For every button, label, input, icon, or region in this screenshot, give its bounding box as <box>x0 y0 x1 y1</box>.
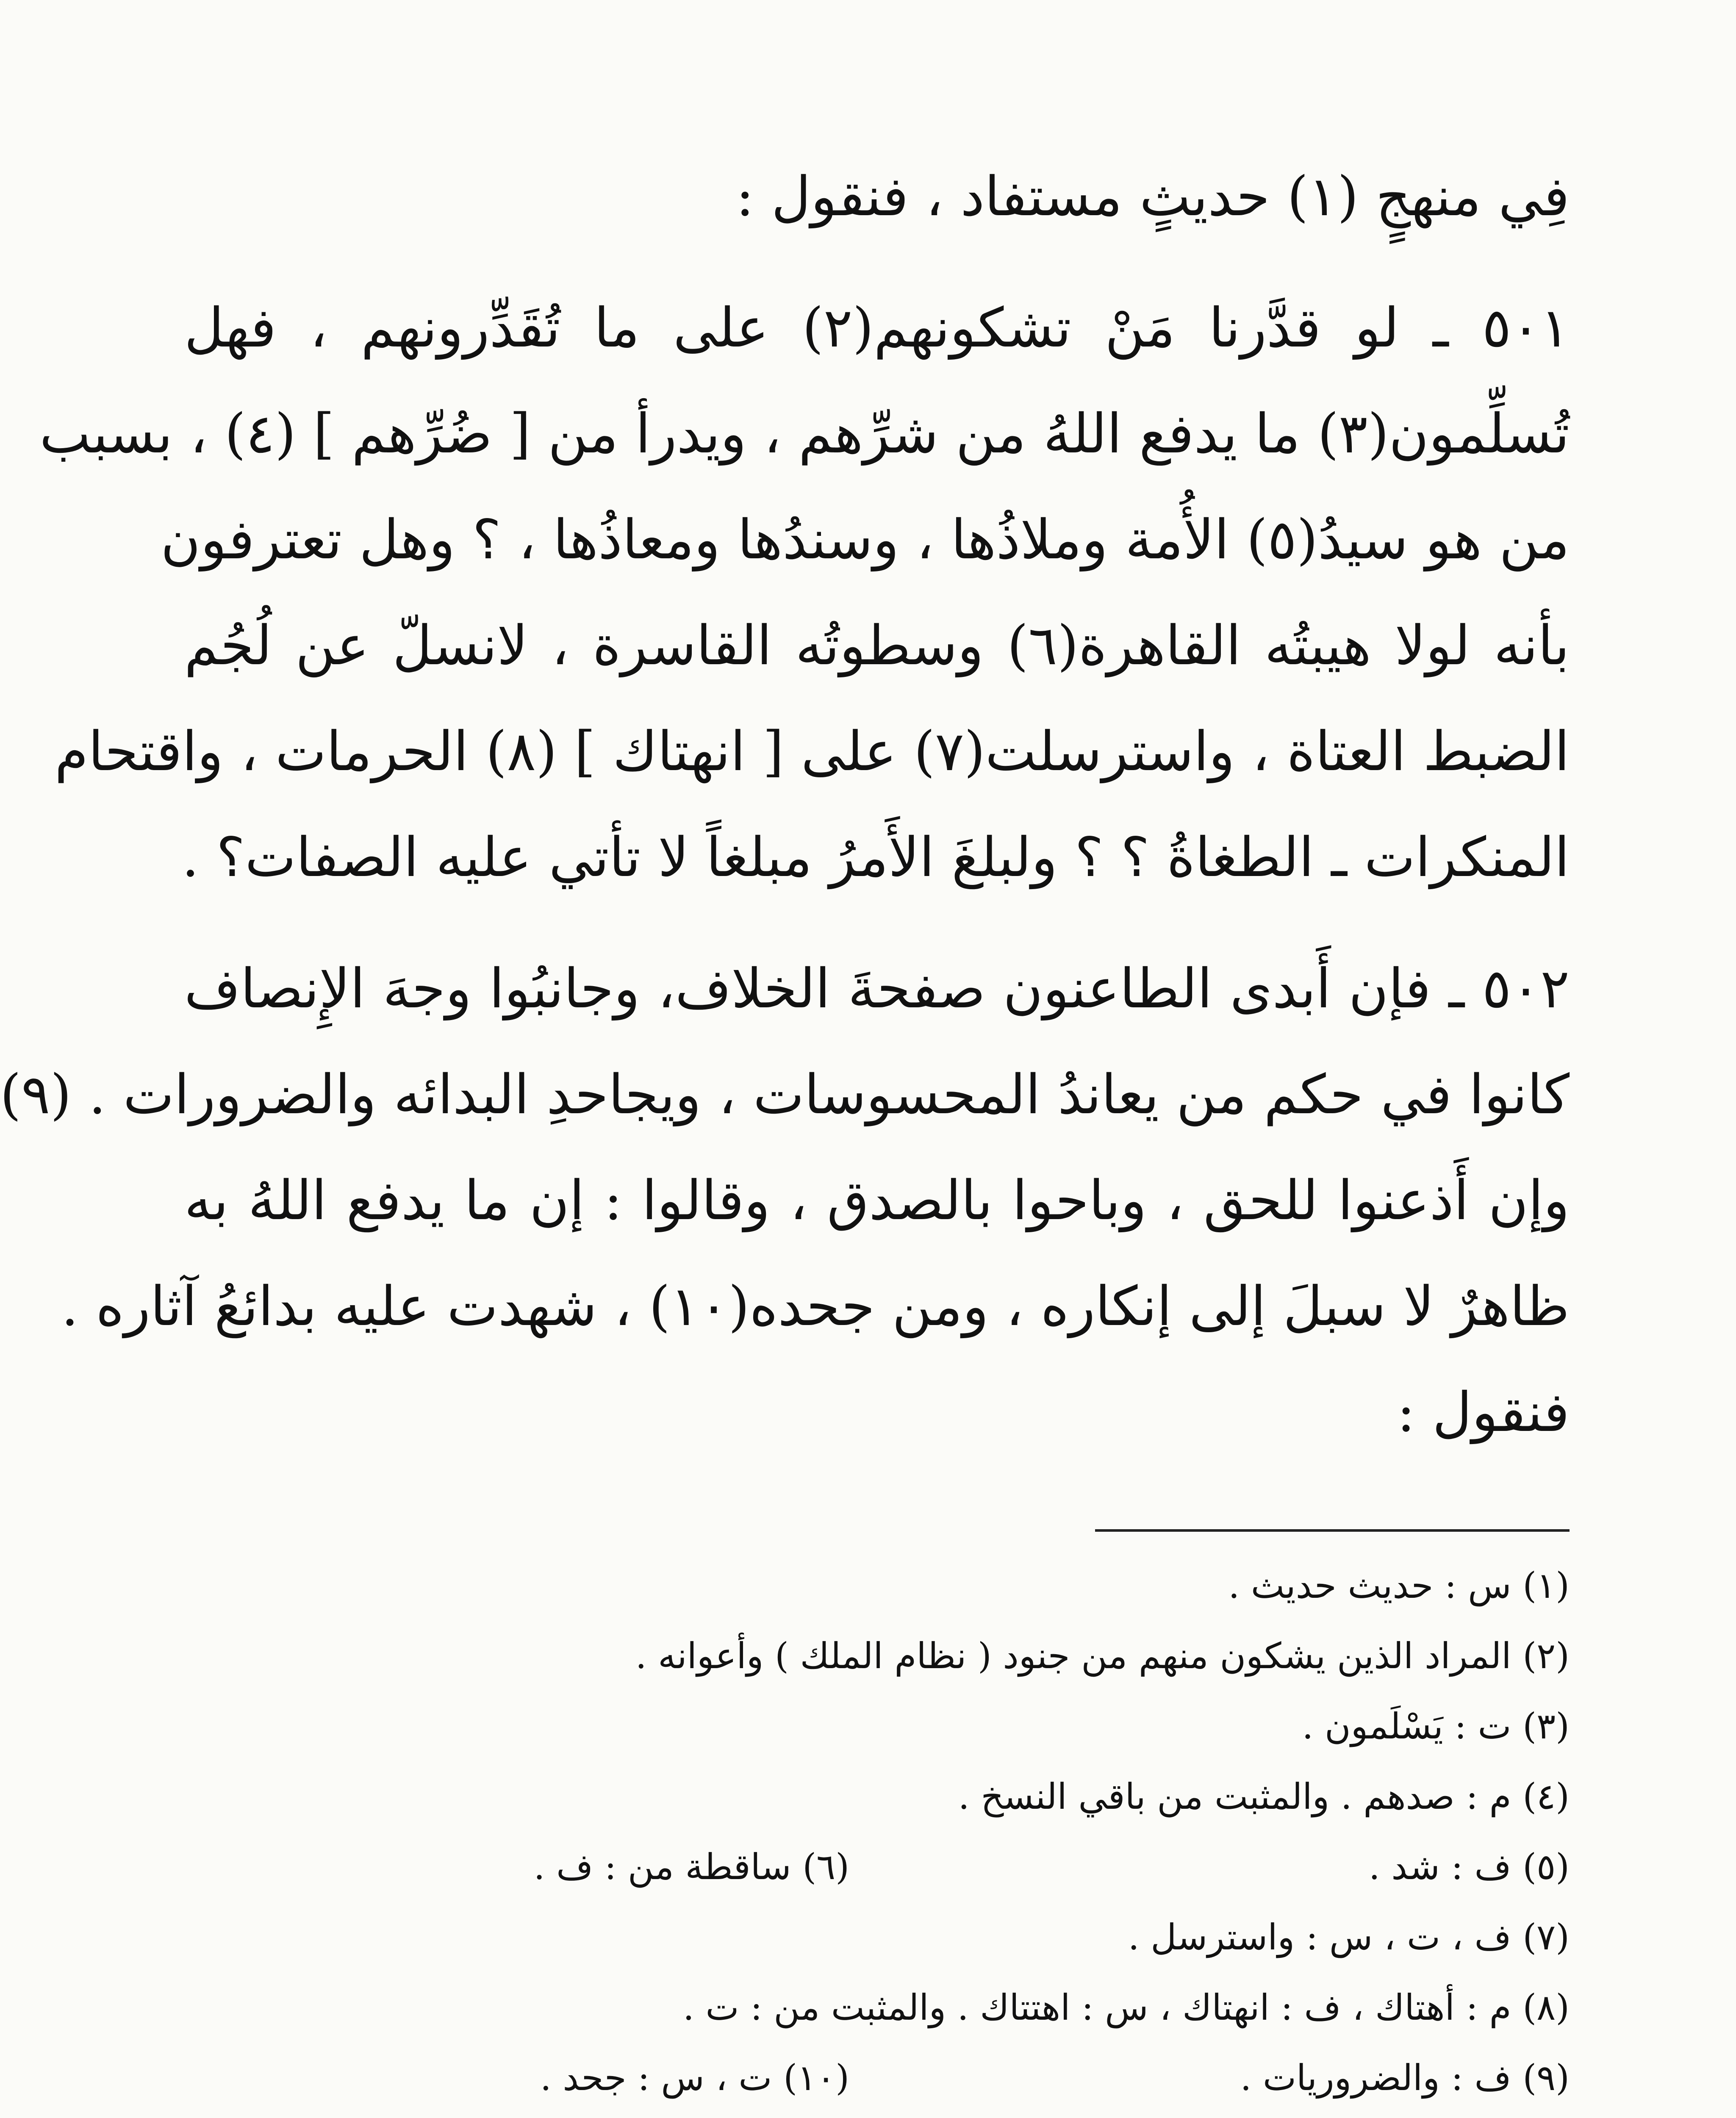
text-line: وإن أَذعنوا للحق ، وباحوا بالصدق ، وقالوا : إن ما يدفع اللهُ به <box>184 1169 1570 1232</box>
text-line: ٥٠١ ـ لو قدَّرنا مَنْ تشكونهم(٢) على ما تُقَدِّرونهم ، فهل <box>184 297 1570 360</box>
footnote: (٧) ف ، ت ، س : واسترسل . <box>1128 1916 1570 1958</box>
footnote: (٨) م : أهتاك ، ف : انهتاك ، س : اهتتاك . والمثبت من : ت . <box>683 1987 1570 2028</box>
text-line: فنقول : <box>1397 1381 1570 1444</box>
paragraph-gap <box>184 250 1570 275</box>
main-text <box>0 144 1570 1466</box>
text-line: بأنه لولا هيبتُه القاهرة(٦) وسطوتُه القاسرة ، لانسلّ عن لُجُم <box>184 614 1570 677</box>
footnote: (٢) المراد الذين يشكون منهم من جنود ( نظام الملك ) وأعوانه . <box>635 1635 1570 1677</box>
text-line: ٥٠٢ ـ فإن أَبدى الطاعنون صفحةَ الخلاف، وجانبُوا وجهَ الإِنصاف <box>184 957 1570 1020</box>
footnote: (١) س : حديث حديث . <box>1228 1565 1570 1606</box>
footnote: (٥) ف : شد . <box>1368 1846 1570 1888</box>
footnote-row <box>184 2043 1570 2113</box>
text-line: الضبط العتاة ، واسترسلت(٧) على [ انهتاك ] (٨) الحرمات ، واقتحام <box>55 720 1570 783</box>
footnote: (١٠) ت ، س : جحد . <box>540 2057 849 2099</box>
footnote: (٣) ت : يَسْلَمون . <box>1302 1705 1570 1747</box>
footnote-separator <box>1095 1529 1570 1532</box>
paragraph-gap <box>184 911 1570 936</box>
footnote: (٤) م : صدهم . والمثبت من باقي النسخ . <box>958 1776 1570 1817</box>
text-line: من هو سيدُ(٥) الأُمة وملاذُها ، وسندُها ومعاذُها ، ؟ وهل تعترفون <box>161 508 1570 571</box>
footnote-row <box>184 1832 1570 1902</box>
text-line: تُسلِّمون(٣) ما يدفع اللهُ من شرِّهم ، ويدرأ من [ ضُرِّهم ] (٤) ، بسبب <box>39 402 1570 466</box>
footnote: (٩) ف : والضروريات . <box>1240 2057 1570 2099</box>
footnotes <box>184 1550 1570 2113</box>
text-line: المنكرات ـ الطغاةُ ؟ ؟ ولبلغَ الأَمرُ مبلغاً لا تأتي عليه الصفات؟ . <box>182 826 1570 889</box>
text-line: ظاهرٌ لا سبلَ إلى إنكاره ، ومن جحده(١٠) ، شهدت عليه بدائعُ آثاره . <box>61 1275 1570 1338</box>
text-line: فِي منهجٍ (١) حديثٍ مستفاد ، فنقول : <box>736 165 1570 228</box>
footnote: (٦) ساقطة من : ف . <box>533 1846 849 1888</box>
text-line: كانوا في حكم من يعاندُ المحسوسات ، ويجاحدِ البدائه والضرورات . (٩) <box>0 1063 1570 1126</box>
